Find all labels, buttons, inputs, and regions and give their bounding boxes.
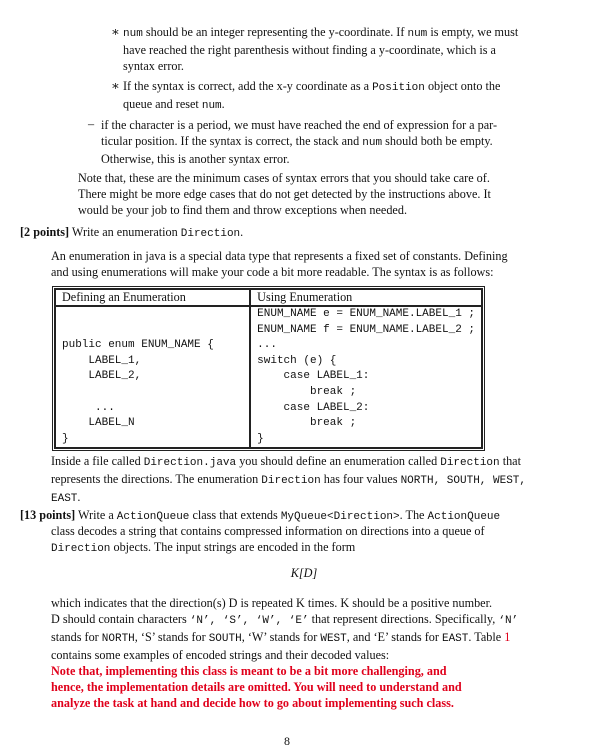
direction-file-paragraph: Inside a file called Direction.java you should define an enumeration called Direction that represents the directions. The enumeration Direction has four values NORTH, SOUTH, WEST, EAST.: [51, 454, 526, 505]
table-reference-link[interactable]: 1: [504, 630, 511, 644]
enumeration-paragraph: An enumeration in java is a special data type that represents a fixed set of constants. Defining and using enumerations will make your code a bit more readable. The syntax is as follows:: [51, 249, 508, 279]
challenge-note: Note that, implementing this class is meant to be a bit more challenging, and hence, the implementation details are omitted. You will need to understand and analyze the task at hand and decide how to go about implementing such class.: [51, 664, 462, 710]
page-number: 8: [284, 734, 290, 748]
bullet-star: ∗: [111, 24, 120, 39]
using-code-cell: [250, 306, 482, 448]
encoding-description: which indicates that the direction(s) D is repeated K times. K should be a positive number. D should contain characters ‘N’, ‘S’, ‘W’, ‘E’ that represent directions. Specifically, ‘N’ stands for NORTH, ‘S’ stands for SOUTH, ‘W’ stands for WEST, and ‘E’ stands for EAST. Table 1 contains some examples of encoded strings and their decoded values:: [51, 596, 519, 662]
bullet-syntax-text: If the syntax is correct, add the x-y coordinate as a Position object onto the queue and reset num.: [123, 79, 501, 112]
actionqueue-paragraph-cont: class decodes a string that contains compressed information on directions into a queue of Direction objects. The input strings are encoded in the form: [51, 524, 485, 555]
table-header-using: Using Enumeration: [250, 289, 482, 306]
encoding-formula: K[D]: [290, 566, 318, 580]
bullet-num-text: num should be an integer representing the y-coordinate. If num is empty, we must have reached the right parenthesis without finding a y-coordinate, which is a syntax error.: [123, 25, 519, 73]
using-code: ENUM_NAME e = ENUM_NAME.LABEL_1 ; ENUM_NAME f = ENUM_NAME.LABEL_2 ; ... switch (e) { case LABEL_1: break ; case LABEL_2: break ; }: [257, 308, 475, 445]
bullet-period-text: if the character is a period, we must have reached the end of expression for a par- ticular position. If the syntax is correct, the stack and num should both be empty. Otherwise, this is another syntax error.: [101, 118, 498, 166]
direction-heading: [2 points] Write an enumeration Direction.: [20, 225, 244, 240]
defining-code: public enum ENUM_NAME { LABEL_1, LABEL_2, ... LABEL_N }: [62, 339, 214, 445]
actionqueue-paragraph: [13 points] Write a ActionQueue class that extends MyQueue<Direction>. The ActionQueue: [20, 508, 501, 523]
note-paragraph: Note that, these are the minimum cases of syntax errors that you should take care of. There might be more edge cases that do not get detected by the instructions above. It would be your job to find them and throw exceptions when needed.: [78, 171, 491, 217]
enumeration-table: [52, 286, 485, 451]
table-header-defining: Defining an Enumeration: [55, 289, 250, 306]
bullet-star: ∗: [111, 78, 120, 93]
bullet-dash: –: [88, 117, 95, 131]
defining-code-cell: [55, 306, 250, 448]
